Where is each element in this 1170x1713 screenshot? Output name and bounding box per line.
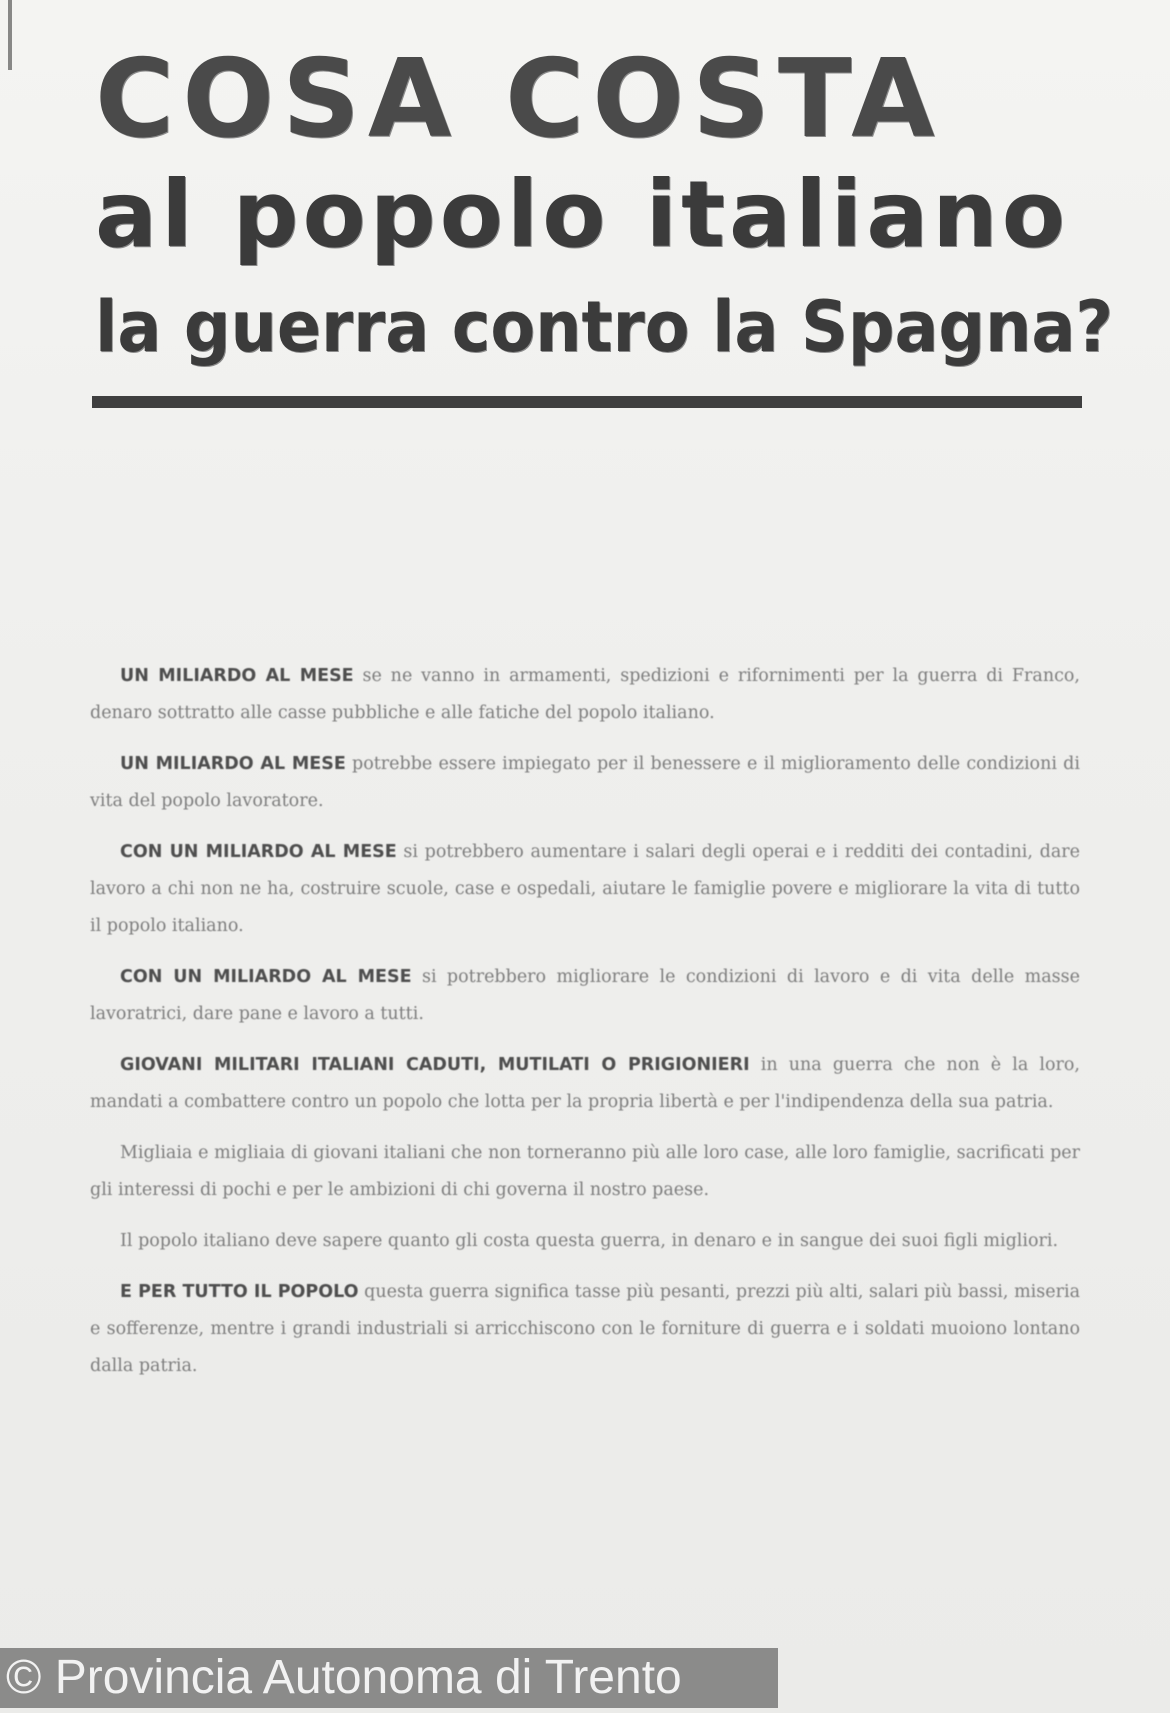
paragraph-8 <box>90 1274 1080 1385</box>
paragraph-lead: UN MILIARDO AL MESE <box>120 666 354 686</box>
paragraph-text: Il popolo italiano deve sapere quanto gli costa questa guerra, in denaro e in sangue dei suoi figli migliori. <box>120 1231 1059 1251</box>
paragraph-lead: E PER TUTTO IL POPOLO <box>120 1282 359 1302</box>
paragraph-text: si potrebbero aumentare i salari degli operai e i redditi dei contadini, dare lavoro a chi non ne ha, costruire scuole, case e ospedali, aiutare le famiglie povere e migliorare la vita di tutto il popolo italiano. <box>90 842 1080 936</box>
paragraph-text: se ne vanno in armamenti, spedizioni e rifornimenti per la guerra di Franco, denaro sottratto alle casse pubbliche e alle fatiche del popolo italiano. <box>90 666 1080 723</box>
paragraph-3 <box>90 834 1080 945</box>
paragraph-lead: CON UN MILIARDO AL MESE <box>120 842 397 862</box>
paragraph-lead: GIOVANI MILITARI ITALIANI CADUTI, MUTILATI O PRIGIONIERI <box>120 1055 750 1075</box>
paragraph-4 <box>90 959 1080 1033</box>
copyright-watermark: © Provincia Autonoma di Trento <box>0 1648 778 1708</box>
scan-edge-mark <box>8 0 12 70</box>
paragraph-7 <box>90 1223 1080 1260</box>
headline-underline <box>92 396 1082 408</box>
paragraph-text: si potrebbero migliorare le condizioni di lavoro e di vita delle masse lavoratrici, dare pane e lavoro a tutti. <box>90 967 1080 1024</box>
paragraph-text: in una guerra che non è la loro, mandati a combattere contro un popolo che lotta per la propria libertà e per l'indipendenza della sua patria. <box>90 1055 1080 1112</box>
headline-line-2: al popolo italiano <box>95 161 1069 268</box>
paragraph-lead: UN MILIARDO AL MESE <box>120 754 346 774</box>
paragraph-text: questa guerra significa tasse più pesanti, prezzi più alti, salari più bassi, miseria e sofferenze, mentre i grandi industriali si arricchiscono con le forniture di guerra e i soldati muoiono lontano dalla patria. <box>90 1282 1080 1376</box>
body-text <box>90 658 1080 1399</box>
paragraph-lead: CON UN MILIARDO AL MESE <box>120 967 412 987</box>
paragraph-6 <box>90 1135 1080 1209</box>
paragraph-5 <box>90 1047 1080 1121</box>
headline-line-3: la guerra contro la Spagna? <box>95 286 1114 368</box>
paragraph-text: potrebbe essere impiegato per il benessere e il miglioramento delle condizioni di vita del popolo lavoratore. <box>90 754 1080 811</box>
paragraph-2 <box>90 746 1080 820</box>
paragraph-text: Migliaia e migliaia di giovani italiani che non torneranno più alle loro case, alle loro famiglie, sacrificati per gli interessi di pochi e per le ambizioni di chi governa il nostro paese. <box>90 1143 1080 1200</box>
headline-line-1: COSA COSTA <box>95 37 943 162</box>
paragraph-1 <box>90 658 1080 732</box>
